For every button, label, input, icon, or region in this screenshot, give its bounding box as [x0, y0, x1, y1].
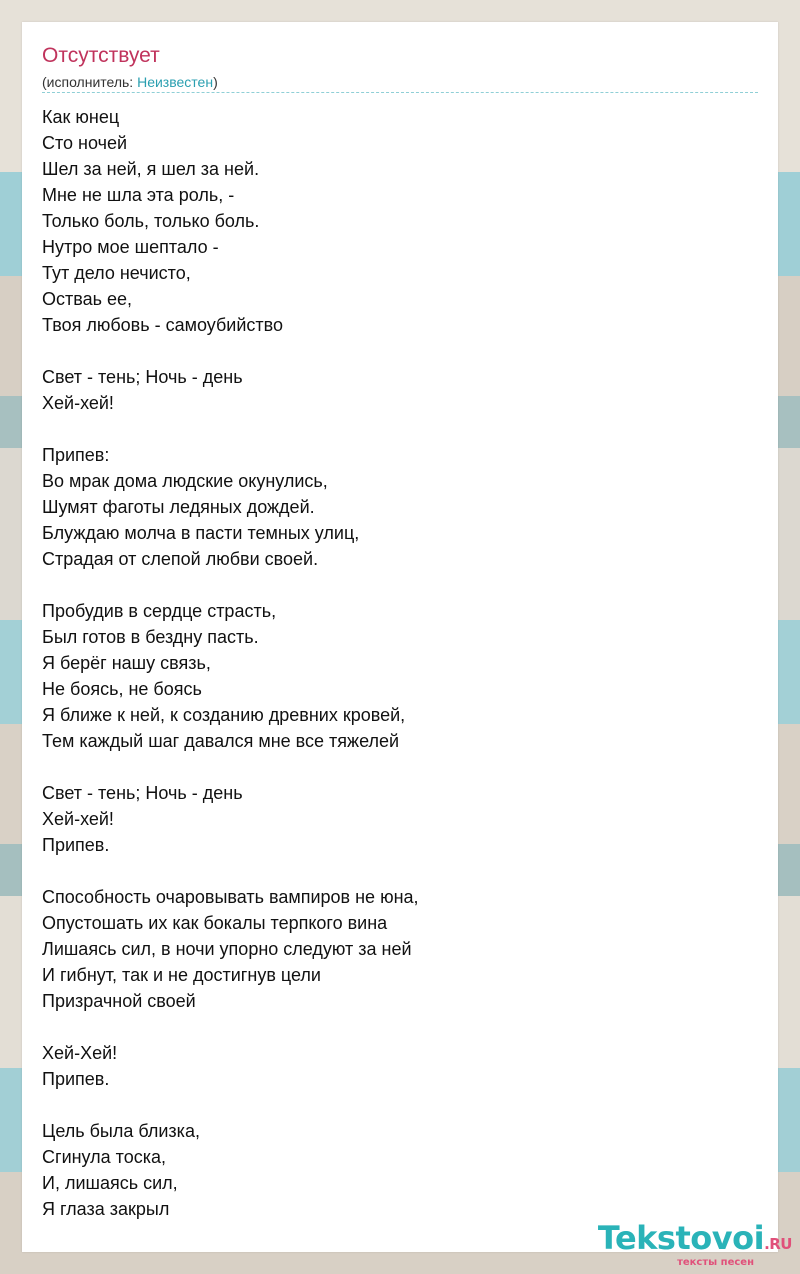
lyrics-line: Остваь ее,	[42, 289, 133, 309]
lyrics-line: Свет - тень; Ночь - день	[42, 783, 243, 803]
artist-prefix: (исполнитель:	[42, 74, 138, 90]
lyrics-line: Тем каждый шаг давался мне все тяжелей	[42, 731, 400, 751]
lyrics-line: Способность очаровывать вампиров не юна,	[42, 887, 419, 907]
lyrics-line	[42, 416, 419, 442]
lyrics-line: Только боль, только боль.	[42, 211, 260, 231]
lyrics-line: Я берёг нашу связь,	[42, 653, 211, 673]
lyrics-line: Пробудив в сердце страсть,	[42, 601, 277, 621]
lyrics-line: Хей-хей!	[42, 809, 114, 829]
lyrics-line: Во мрак дома людские окунулись,	[42, 471, 328, 491]
artist-line	[42, 73, 218, 91]
lyrics-line	[42, 338, 419, 364]
lyrics-line: Сгинула тоска,	[42, 1147, 167, 1167]
artist-link[interactable]: Неизвестен	[137, 74, 214, 90]
logo-main-text: Tekstovoi	[597, 1219, 765, 1257]
divider	[42, 92, 758, 93]
site-logo[interactable]	[598, 1221, 792, 1268]
lyrics-line: Мне не шла эта роль, -	[42, 185, 235, 205]
lyrics-line: Хей-Хей!	[42, 1043, 118, 1063]
lyrics-line	[42, 754, 419, 780]
lyrics-line: Шел за ней, я шел за ней.	[42, 159, 260, 179]
lyrics-line: Не боясь, не боясь	[42, 679, 202, 699]
lyrics-line: Припев:	[42, 445, 110, 465]
lyrics-line: Я ближе к ней, к созданию древних кровей,	[42, 705, 406, 725]
lyrics-line: Твоя любовь - самоубийство	[42, 315, 284, 335]
lyrics-line: Опустошать их как бокалы терпкого вина	[42, 913, 388, 933]
lyrics-line	[42, 572, 419, 598]
lyrics-line: И гибнут, так и не достигнув цели	[42, 965, 321, 985]
lyrics-line: Лишаясь сил, в ночи упорно следуют за ней	[42, 939, 412, 959]
lyrics-card	[22, 22, 778, 1252]
lyrics-line: Цель была близка,	[42, 1121, 200, 1141]
logo-tld: .RU	[764, 1235, 792, 1253]
lyrics-line: Сто ночей	[42, 133, 128, 153]
logo-tagline: тексты песен	[677, 1257, 754, 1268]
lyrics-line: И, лишаясь сил,	[42, 1173, 178, 1193]
song-title: Отсутствует	[42, 44, 160, 67]
lyrics-line	[42, 858, 419, 884]
lyrics-line: Хей-хей!	[42, 393, 114, 413]
lyrics-line	[42, 1092, 419, 1118]
lyrics-line: Был готов в бездну пасть.	[42, 627, 259, 647]
lyrics-line: Припев.	[42, 1069, 110, 1089]
lyrics-line: Припев.	[42, 835, 110, 855]
lyrics-line: Блуждаю молча в пасти темных улиц,	[42, 523, 360, 543]
lyrics-line: Как юнец	[42, 107, 120, 127]
lyrics-line: Нутро мое шептало -	[42, 237, 219, 257]
lyrics-text	[42, 104, 419, 1222]
lyrics-line: Призрачной своей	[42, 991, 196, 1011]
lyrics-line: Я глаза закрыл	[42, 1199, 170, 1219]
lyrics-line: Тут дело нечисто,	[42, 263, 191, 283]
artist-suffix: )	[213, 74, 218, 90]
lyrics-line	[42, 1014, 419, 1040]
lyrics-line: Шумят фаготы ледяных дождей.	[42, 497, 315, 517]
lyrics-line: Страдая от слепой любви своей.	[42, 549, 319, 569]
lyrics-line: Свет - тень; Ночь - день	[42, 367, 243, 387]
logo-wordmark	[598, 1221, 792, 1261]
